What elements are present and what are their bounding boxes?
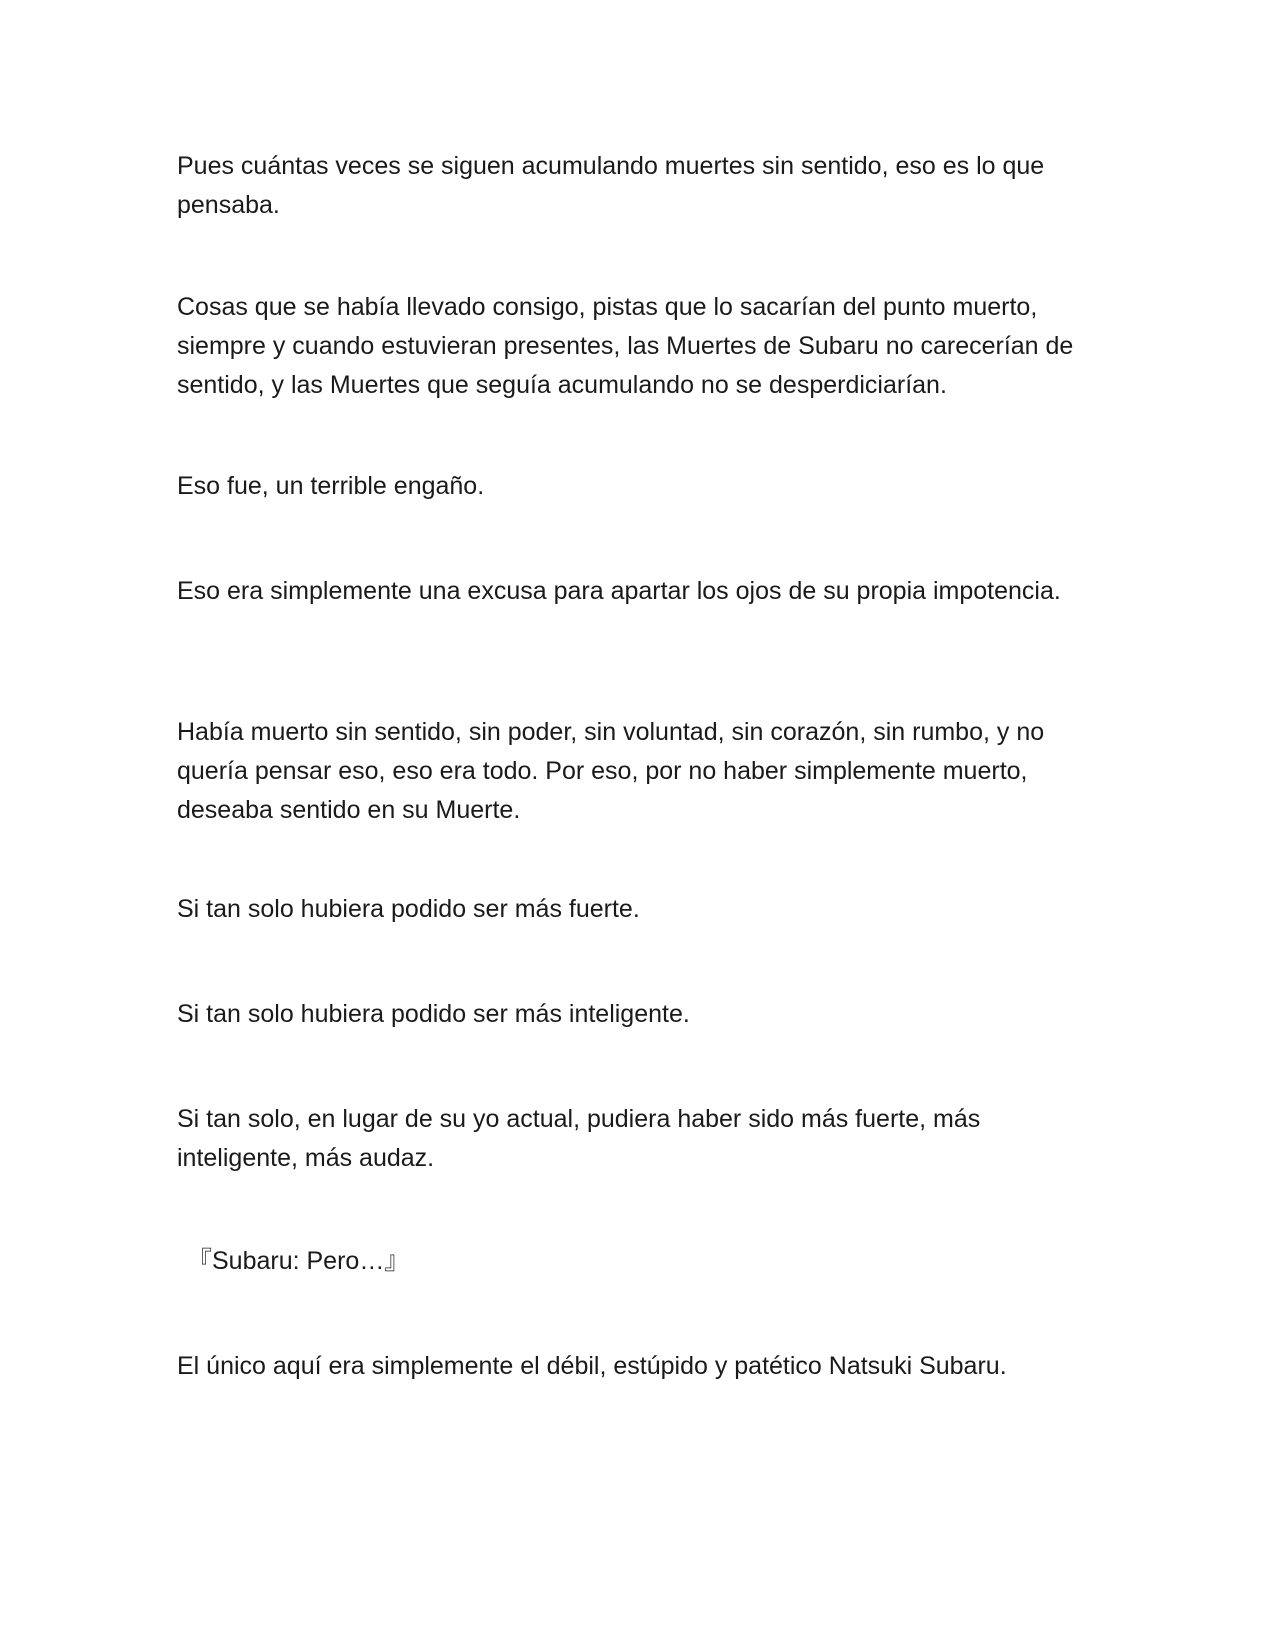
paragraph-5: Había muerto sin sentido, sin poder, sin voluntad, sin corazón, sin rumbo, y no quería pensar eso, eso era todo. Por eso, por no haber simplemente muerto, deseaba sentido en su Muerte. — [177, 718, 1045, 824]
paragraph-4: Eso era simplemente una excusa para apartar los ojos de su propia impotencia. — [177, 577, 1061, 605]
paragraph-6: Si tan solo hubiera podido ser más fuerte. — [177, 895, 640, 923]
paragraph-10: El único aquí era simplemente el débil, estúpido y patético Natsuki Subaru. — [177, 1352, 1007, 1380]
paragraph-2: Cosas que se había llevado consigo, pistas que lo sacarían del punto muerto, siempre y cuando estuvieran presentes, las Muertes de Subaru no carecerían de sentido, y las Muertes que seguía acumulando no se desperdiciarían. — [177, 293, 1074, 399]
paragraph-7: Si tan solo hubiera podido ser más inteligente. — [177, 1000, 690, 1028]
paragraph-3: Eso fue, un terrible engaño. — [177, 472, 485, 500]
paragraph-8: Si tan solo, en lugar de su yo actual, pudiera haber sido más fuerte, más inteligente, más audaz. — [177, 1105, 981, 1172]
dialogue-line: 『Subaru: Pero…』 — [187, 1247, 410, 1275]
paragraph-1: Pues cuántas veces se siguen acumulando muertes sin sentido, eso es lo que pensaba. — [177, 152, 1045, 219]
